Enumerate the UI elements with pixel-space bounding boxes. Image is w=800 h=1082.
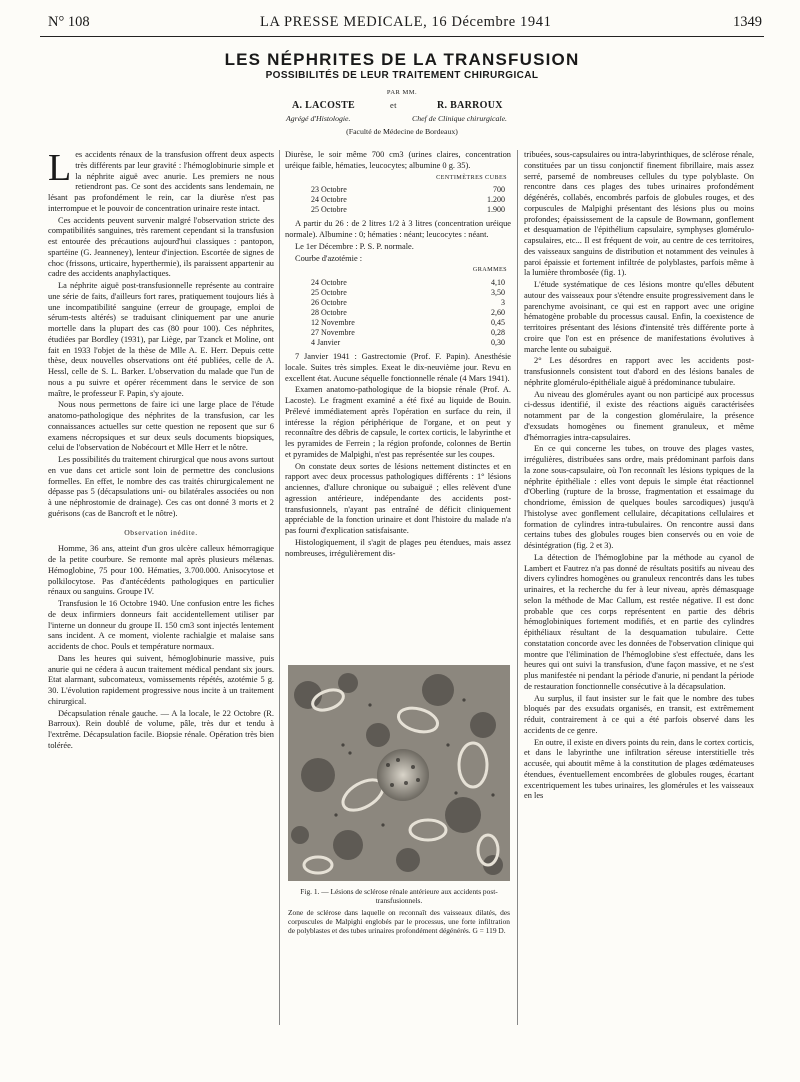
drop-cap: L: [48, 147, 72, 189]
table-cell-value: 0,45: [491, 318, 505, 327]
table-cell-date: 12 Novembre: [311, 318, 355, 327]
table-cell-date: 4 Janvier: [311, 338, 341, 347]
table-row: [285, 288, 511, 298]
paragraph: Décapsulation rénale gauche. — A la locale, le 22 Octobre (R. Barroux). Rein doublé de volume, pâle, très dur et tendu à l'extrême. Décapsulation facile. Biopsie rénale. Opération très bien tolérée.: [48, 708, 274, 750]
table-row: [285, 278, 511, 288]
paragraph: Diurèse, le soir même 700 cm3 (urines claires, concentration uréique faible, hématies, leucocytes; albumine 0 g. 35).: [285, 150, 511, 170]
table-cell-date: 25 Octobre: [311, 288, 347, 297]
table-row: [285, 308, 511, 318]
author-barroux: R. BARROUX: [437, 100, 503, 111]
table-cell-date: 24 Octobre: [311, 278, 347, 287]
table-cell-date: 24 Octobre: [311, 195, 347, 205]
column-rule-2: [517, 150, 518, 1025]
table-cell-value: 700: [493, 185, 505, 195]
running-header: [42, 14, 762, 36]
column-rule-1: [279, 150, 280, 1025]
paragraph: En outre, il existe en divers points du rein, dans le cortex corticis, et dans le labyrinthe une infiltration séreuse interstitielle très accusée, qui aboutit même à la constitution de plages œdémateuses étendues, éventuellement encombrées de globules rouges, écartant excentriquement les tubes urinaires, les glomérules et les vaisseaux en les: [524, 737, 754, 801]
table-cell-value: 0,28: [491, 328, 505, 337]
table-cell-date: 25 Octobre: [311, 205, 347, 215]
author-conjunction: et: [390, 100, 397, 110]
figure-caption-body: Zone de sclérose dans laquelle on reconnaît des vaisseaux dilatés, des corpuscules de Malpighi englobés par le processus, une forte infiltration de polyblastes et des tubes urinaires profondément dégénérés. G = 119 D.: [288, 907, 510, 936]
article-title: LES NÉPHRITES DE LA TRANSFUSION: [224, 50, 580, 69]
table-row: [285, 318, 511, 328]
table-cell-value: 1.900: [487, 205, 505, 215]
paragraph: Homme, 36 ans, atteint d'un gros ulcère calleux hémorragique de la petite courbure. Se remonte mal après plusieurs mélænas. Hémoglobine, 75 pour 100. Hématies, 3.700.000. Anisocytose et polkilocytose. Pas d'antécédents pathologiques en particulier rénaux ou sanguins. Groupe IV.: [48, 544, 274, 597]
page-number: 1349: [733, 14, 762, 30]
paragraph: Examen anatomo-pathologique de la biopsie rénale (Prof. A. Lacoste). Le fragment examiné a été fixé au liquide de Bouin. Prélevé immédiatement après l'opération en surface du rein, il intéresse la région périphérique de l'organe, et on peut y reconnaître des débris de capsule, le cortex corticis, le labyrinthe et les pyramides de Ferrein ; la région profonde, colonnes de Bertin et pyramides de Malpighi, n'est pas représentée sur les coupes.: [285, 385, 511, 459]
paragraph: La détection de l'hémoglobine par la méthode au cyanol de Lambert et Fautrez n'a pas donné de résultats positifs au niveau des divers cylindres homogènes ou granuleux rencontrés dans les tubes urinaires, et la recherche du fer à leur niveau, après démasquage selon la méthode de Mac Callum, est restée négative. Il est donc probable que ces corps représentent en partie des débris hémoglobiniques fortement modifiés, et en partie des cylindres épithéliaux résultant de la desquamation tubulaire. Cette constatation concorde avec les données de l'observation clinique qui montre que l'élimination de l'hémoglobine s'est effectuée, dans les heures qui ont suivi la transfusion, d'une façon massive, et ne s'est plus manifestée ni pendant la période d'anurie, ni pendant la période de restauration fonctionnelle consécutive à la décapsulation.: [524, 552, 754, 691]
table-cell-value: 0,30: [491, 338, 505, 347]
paragraph: tribuées, sous-capsulaires ou intra-labyrinthiques, de sclérose rénale, constituées par un tissu conjonctif finement fibrillaire, mais assez serré, parsemé de nombreuses cellules du type polyblaste. On rencontre dans ces plages des tubes urinaires profondément dégénérés, collabés, encombrés parfois de globules rouges, et des corpuscules de Malpighi présentant des lésions plus ou moins profondes; épaississement de la capsule de Bowmann, gonflement et desquamation de l'épithélium capsulaire, symphyses glomérulo-capsulaires, etc... Il est fréquent de voir, au centre de ces territoires, des vaisseaux sanguins de distribution et notamment des veinules à paroi épaissie et fortement infiltrée de polyblastes, parfois même à la lumière thrombosée (fig. 1).: [524, 150, 755, 278]
table-cell-value: 3: [501, 298, 505, 307]
issue-number: N° 108: [48, 14, 90, 30]
table-cell-date: 27 Novembre: [311, 328, 355, 337]
table-row: [285, 195, 511, 205]
paragraph: Ces accidents peuvent survenir malgré l'observation stricte des compatibilités sanguines, très rarement cependant si la transfusion est entourée des précautions aujourd'hui classiques : pantopon, spartéine (G. Jeanneney), lenteur d'injection. Escortée de signes de choc (frissons, urticaire, hyperthermie), ils paraissent appartenir au cadre des accidents anaphylactiques.: [48, 215, 274, 279]
paragraph: En ce qui concerne les tubes, on trouve des plages vastes, irrégulières, distribuées sans ordre, mais prédominant parfois dans la zone sous-capsulaire, où l'on reconnaît les lésions typiques de la néphrite épithéliale : elles vont depuis le simple état réactionnel d'Oberling (rupture de la brosse, fragmentation et essaimage du chondriome, émission de quelques boules sarcodiques) jusqu'à l'histolyse avec gonflement cellulaire, décapitations cellulaires et formation de cylindres intra-tubulaires. On rencontre aussi dans certains tubes des globules rouges bien conservés ou en voie de désintégration (fig. 2 et 3).: [524, 444, 754, 550]
figure-caption: [288, 887, 510, 935]
paragraph: Courbe d'azotémie :: [295, 253, 363, 263]
paragraph: 2° Les désordres en rapport avec les accidents post-transfusionnels consistent tout d'abord en des lésions banales de néphrite glomérulo-épithéliale aiguë à prédominance tubulaire.: [524, 356, 754, 387]
table-header-cc: CENTIMÈTRES CUBES: [436, 173, 507, 181]
table-row: [285, 328, 511, 338]
table-cell-date: 23 Octobre: [311, 185, 347, 195]
table-cell-value: 3,50: [491, 288, 505, 297]
histology-micrograph: [288, 665, 510, 881]
paragraph: 7 Janvier 1941 : Gastrectomie (Prof. F. Papin). Anesthésie locale. Suites très simples. Exeat le dix-neuvième jour. Revu en excellent état. Aucune séquelle fonctionnelle rénale (4 Mars 1941).: [285, 352, 511, 383]
micrograph-image: [288, 665, 510, 881]
table-cell-date: 28 Octobre: [311, 308, 347, 317]
paragraph: L'étude systématique de ces lésions montre qu'elles débutent autour des vaisseaux pour s'étendre ensuite progressivement dans le parenchyme avoisinant, ce qui est en rapport avec une origine hématogène probable du processus causal. Enfin, la coexistence de territoires présentant des lésions d'intensité très différente porte à croire que l'on est en présence de manifestations évolutives à marche lente ou subaiguë.: [524, 280, 754, 354]
table-cell-value: 4,10: [491, 278, 505, 287]
faculty-line: (Faculté de Médecine de Bordeaux): [346, 127, 458, 136]
column-1: [48, 147, 274, 753]
table-row: [285, 298, 511, 308]
table-cell-value: 2,60: [491, 308, 505, 317]
journal-name-date: LA PRESSE MEDICALE, 16 Décembre 1941: [260, 14, 552, 30]
table-cell-value: 1.200: [487, 195, 505, 205]
affiliation-barroux: Chef de Clinique chirurgicale.: [412, 114, 507, 123]
paragraph: Dans les heures qui suivent, hémoglobinurie massive, puis anurie qui ne cédera à aucun traitement médical pendant six jours. Etat alarmant, subcomateux, vomissements répétés, azotémie 5 g. 30. L'évolution rapidement progressive nous incite à un traitement chirurgical.: [48, 653, 274, 706]
section-heading: Observation inédite.: [124, 527, 198, 537]
paragraph: Transfusion le 16 Octobre 1940. Une confusion entre les fiches de deux infirmiers donneurs fait accidentellement utiliser par l'interne un donneur du groupe II. 150 cm3 sont injectés lentement sans incident. A ce moment, violente rachialgie et malaise sans accidents de choc. Pouls et température normaux.: [48, 599, 274, 651]
paragraph: Le 1er Décembre : P. S. P. normale.: [295, 241, 414, 251]
author-lacoste: A. LACOSTE: [292, 100, 356, 111]
table-row: [285, 205, 511, 215]
paragraph: On constate deux sortes de lésions nettement distinctes et en rapport avec deux processus pathologiques différents : 1° lésions anciennes, d'allure chronique ou subaiguë ; elles relèvent d'une agression antérieure, indépendante des accidents post-transfusionnels, n'ayant pas entraîné de déficit cliniquement appréciable de la fonction urinaire et dont l'histoire du malade n'a pas fourni d'explication satisfaisante.: [285, 461, 511, 535]
article-subtitle: POSSIBILITÉS DE LEUR TRAITEMENT CHIRURGICAL: [265, 70, 539, 81]
header-rule: [40, 36, 764, 37]
par-mm: PAR MM.: [386, 89, 418, 96]
diuresis-table: [285, 185, 511, 215]
table-row: [285, 185, 511, 195]
column-2: [285, 150, 511, 560]
figure-caption-title: Fig. 1. — Lésions de sclérose rénale antérieure aux accidents post-transfusionnels.: [300, 887, 498, 906]
paragraph: La néphrite aiguë post-transfusionnelle représente au contraire une série de faits, d'ailleurs fort rares, pratiquement toujours liés à une incompatibilité sanguine (erreur de groupage, emploi de sérum-tests altérés) se traduisant cliniquement par une anurie mortelle dans la plupart des cas (80 pour 100). Ces néphrites, étudiées par Bordley (1931), par Liège, par Tzanck et Moline, ont fait en 1933 l'objet de la thèse de Mlle A. E. Herr. Depuis cette thèse, deux nouvelles observations ont été publiées, celle de A. Hessl, celle de S. L. Barker. L'observation du malade que l'un de nous a pu suivre et opérer récemment dans le service de son maître, le professeur F. Papin, s'y ajoute.: [48, 281, 274, 398]
azotemia-table: [285, 278, 511, 348]
table-row: [285, 338, 511, 348]
column-3: [524, 150, 754, 803]
intro-text: es accidents rénaux de la transfusion offrent deux aspects très différents par leur gravité : l'hémoglobinurie simple et la néphrite aiguë avec anurie. Les premiers ne nous retiendront pas. Ce sont des accidents sans lendemain, ne lésant pas profondément le rein, car la diurèse n'est pas interrompue et le pouvoir de concentration urinaire reste intact.: [48, 150, 274, 213]
paragraph: Au surplus, il faut insister sur le fait que le nombre des tubes bloqués par des exsudats organisés, en transit, est extrêmement réduit, contrairement à ce qui a été parfois observé dans les accidents de ce genre.: [524, 693, 754, 735]
table-cell-date: 26 Octobre: [311, 298, 347, 307]
intro-paragraph: [48, 147, 274, 215]
paragraph: Nous nous permettons de faire ici une large place de l'étude anatomo-pathologique des néphrites de la transfusion, car les connaissances actuelles sur cette question ne reposent que sur 6 examens nécropsiques et sur deux seuls documents biopsiques, celui de l'observation de Nobécourt et Mlle Herr et le nôtre.: [48, 400, 274, 453]
paragraph: A partir du 26 : de 2 litres 1/2 à 3 litres (concentration uréique normale). Albumine : 0; hématies : néant; leucocytes : néant.: [285, 219, 511, 239]
table-header-grammes: GRAMMES: [472, 266, 507, 274]
paragraph: Histologiquement, il s'agit de plages peu étendues, mais assez nombreuses, irrégulièrement dis-: [285, 537, 511, 558]
paragraph: Au niveau des glomérules ayant ou non participé aux processus ci-dessus identifié, il existe des réactions aiguës caractérisées notamment par de la congestion glomérulaire, la présence d'exsudats homogènes ou finement granuleux, et même d'hémorragies intra-capsulaires.: [524, 389, 754, 442]
affiliation-lacoste: Agrégé d'Histologie.: [286, 114, 351, 123]
paragraph: Les possibilités du traitement chirurgical que nous avons surtout en vue dans cet article sont loin de permettre des conclusions formelles. En effet, le nombre des cas traités chirurgicalement ne dépasse pas 5 (décapsulations uni- ou bilatérales associées ou non à une néphrostomie de drainage). Ces cas ont donné 3 morts et 2 guérisons (cas de Bancroft et le nôtre).: [48, 455, 274, 518]
